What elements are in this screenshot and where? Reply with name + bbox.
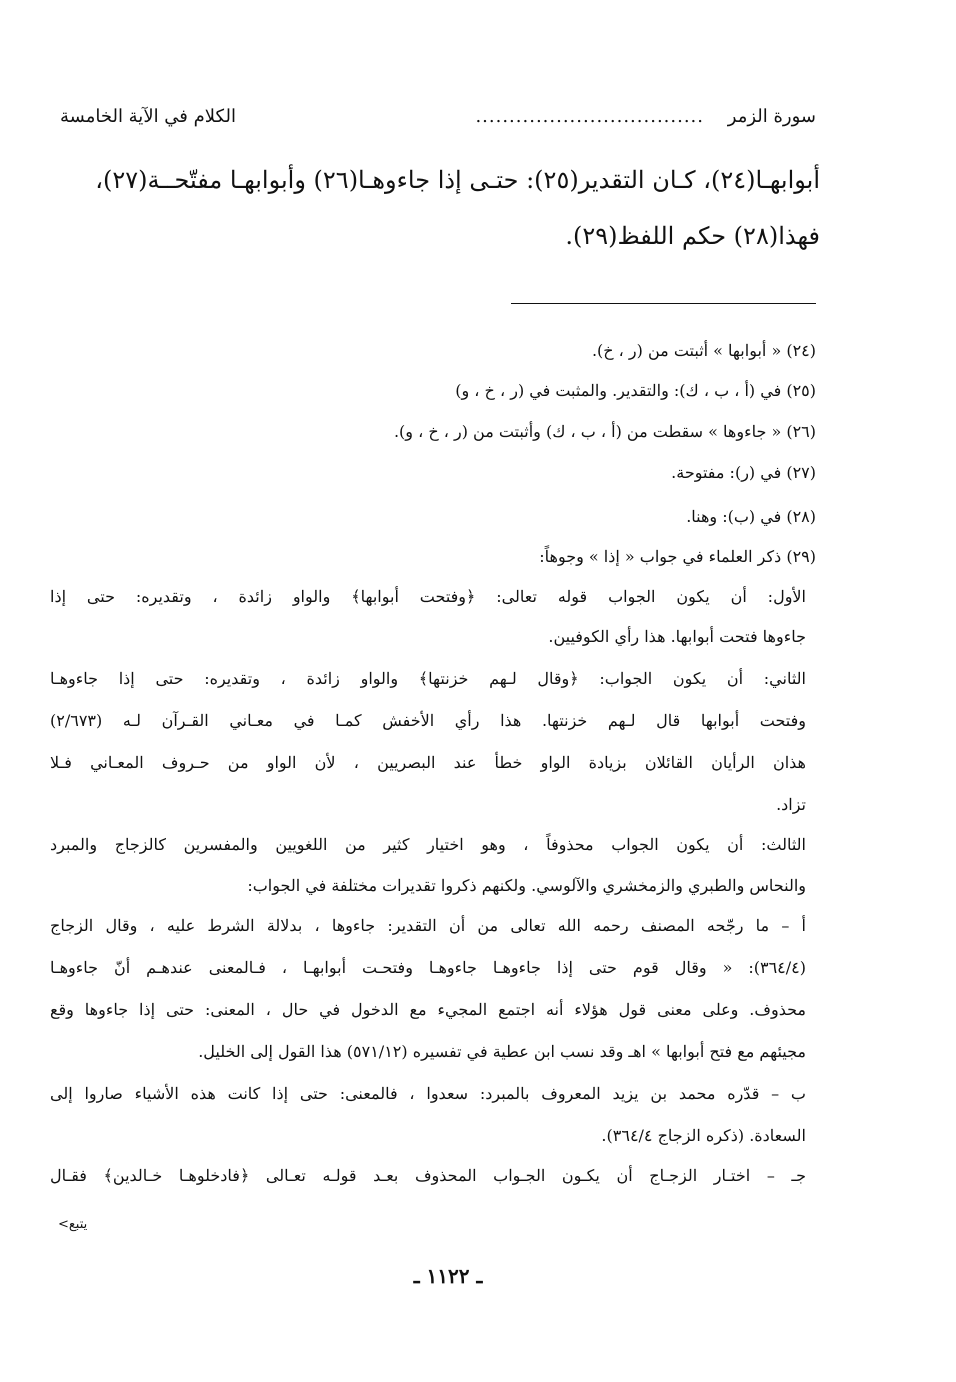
- discussion-line: جـ – اختـار الزجـاج أن يكـون الجـواب المحذوف بعـد قولـه تعـالى ﴿فادخلوهـا خـالدين﴾ فقـال: [50, 1166, 806, 1185]
- discussion-line: والنحاس والطبري والزمخشري والآلوسي. ولكنهم ذكروا تقديرات مختلفة في الجواب:: [247, 876, 806, 895]
- header-leader-dots: ..................................: [475, 106, 704, 127]
- discussion-line: ب – قدّره محمد بن يزيد المعروف بالمبرد: سعدوا ، فالمعنى: حتى إذا كانت هذه الأشياء صاروا إلى: [50, 1084, 806, 1103]
- page-number: ـ ١١٢٢ ـ: [413, 1264, 483, 1288]
- discussion-line: الثاني: أن يكون الجواب: ﴿وقال لـهم خزنتها﴾ والواو زائدة ، وتقديره: حتى إذا جاءوهـا: [50, 669, 806, 688]
- discussion-line: الأول: أن يكون الجواب قوله تعالى: ﴿وفتحت أبوابها﴾ والواو زائدة ، وتقديره: حتى إذا: [50, 587, 806, 606]
- discussion-line: جاءوها فتحت أبوابها. هذا رأي الكوفيين.: [548, 627, 806, 646]
- discussion-line: تزاد.: [776, 795, 806, 814]
- continued-marker: يتبع>: [58, 1217, 88, 1232]
- footnote-24: (٢٤) « أبوابها » أثبتت من (ر ، خ).: [591, 341, 816, 360]
- main-text: [56, 152, 820, 264]
- footnote-25: (٢٥) في (أ ، ب ، ك): والتقدير. والمثبت في (ر ، خ ، و): [455, 381, 816, 400]
- discussion-line: هذان الرأيان القائلان بزيادة الواو خطأ عند البصريين ، لأن الواو من حـروف المعـاني فـلا: [50, 753, 806, 772]
- discussion-line: مجيئهم مع فتح أبوابها » اهـ وقد نسب ابن عطية في تفسيره (٥٧١/١٢) هذا القول إلى الخليل.: [198, 1042, 806, 1061]
- discussion-line: محذوف. وعلى معنى قول هؤلاء أنه اجتمع المجيء مع الدخول في حال ، المعنى: حتى إذا جاءوها وقع: [50, 1000, 806, 1019]
- footnote-28: (٢٨) في (ب): وهنا.: [686, 507, 816, 526]
- main-text-line: فهذا(٢٨) حكم اللفظ(٢٩).: [565, 222, 820, 250]
- footnote-separator: [511, 303, 816, 304]
- discussion-line: أ – ما رجّحه المصنف رحمه الله تعالى من أن التقدير: جاءوها ، بدلالة الشرط عليه ، وقال الزجاج: [50, 916, 807, 935]
- discussion-line: (٣٦٤/٤): « وقال قوم حتى إذا جاءوهـا جاءوهـا وفتحـت أبوابهـا ، فـالمعنى عندهـم أنّ جاءوهـا: [50, 958, 806, 977]
- running-header: [60, 100, 816, 134]
- discussion-line: وفتحت أبوابها قال لـهم خزنتها. هذا رأي الأخفش كمـا في معـاني القـرآن لـه (٢/٦٧٣): [50, 711, 806, 730]
- discussion-line: الثالث: أن يكون الجواب محذوفاً ، وهو اختيار كثير من اللغويين والمفسرين كالزجاج والمبرد: [50, 835, 806, 854]
- section-topic: الكلام في الآية الخامسة: [60, 106, 236, 127]
- footnote-27: (٢٧) في (ر): مفتوحة.: [671, 463, 816, 482]
- discussion-line: السعادة. (ذكره الزجاج ٣٦٤/٤).: [601, 1126, 806, 1145]
- footnote-26: (٢٦) « جاءوها » سقطت من (أ ، ب ، ك) وأثبتت من (ر ، خ ، و).: [393, 422, 816, 441]
- footnote-29: (٢٩) ذكر العلماء في جواب « إذا » وجوهاً:: [539, 547, 816, 566]
- main-text-line: أبوابهـا(٢٤)، كـان التقدير(٢٥): حتـى إذا جاءوهـا(٢٦) وأبوابهـا مفتّحــة(٢٧)،: [95, 166, 820, 194]
- surah-name: سورة الزمر: [727, 106, 816, 127]
